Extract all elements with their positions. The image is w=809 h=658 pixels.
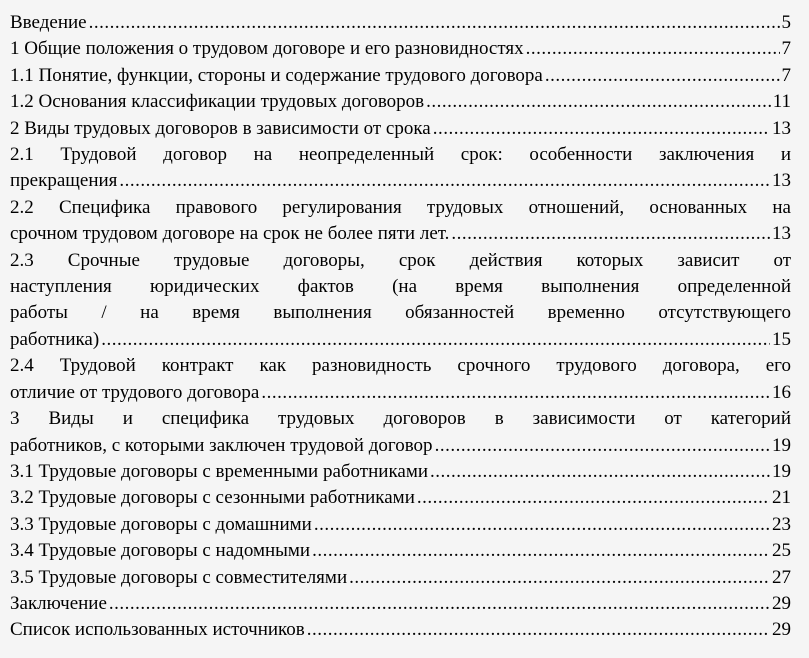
- toc-entry-row: [10, 116, 791, 142]
- toc-entry-row: [10, 565, 791, 591]
- toc-entry[interactable]: [10, 565, 791, 591]
- toc-entry[interactable]: [10, 89, 791, 115]
- toc-entry-title: Введение: [10, 12, 87, 33]
- dot-leader: [426, 89, 771, 115]
- toc-entry[interactable]: [10, 538, 791, 564]
- dot-leader: [435, 433, 770, 459]
- toc-entry[interactable]: [10, 459, 791, 485]
- dot-leader: [451, 221, 770, 247]
- toc-entry-title: Список использованных источников: [10, 619, 305, 641]
- toc-entry-row: [10, 380, 791, 406]
- toc-entry-row: [10, 63, 791, 89]
- toc-entry-title: срочном трудовом договоре на срок не более пяти лет.: [10, 223, 450, 245]
- toc-entry-row: [10, 221, 791, 247]
- toc-entry-line: наступления юридических фактов (на время выполнения определенной: [10, 276, 791, 298]
- toc-entry-row: [10, 591, 791, 617]
- toc-entry-title: 1.1 Понятие, функции, стороны и содержание трудового договора: [10, 64, 543, 86]
- toc-entry-line: работы / на время выполнения обязанностей временно отсутствующего: [10, 302, 791, 324]
- toc-entry-title: 3.4 Трудовые договоры с надомными: [10, 540, 311, 562]
- toc-entry-row: [10, 327, 791, 353]
- toc-entry[interactable]: [10, 591, 791, 617]
- toc-entry[interactable]: [10, 195, 791, 248]
- toc-entry[interactable]: [10, 353, 791, 406]
- toc-entry-row: [10, 459, 791, 485]
- dot-leader: [433, 116, 770, 142]
- dot-leader: [349, 565, 770, 591]
- toc-entry[interactable]: [10, 248, 791, 354]
- toc-entry-row: [10, 36, 791, 62]
- toc-entry-title: работника): [10, 328, 100, 350]
- toc-entry-title: 3.1 Трудовые договоры с временными работниками: [10, 460, 429, 482]
- dot-leader: [545, 63, 780, 89]
- toc-page-number: 13: [772, 170, 791, 192]
- toc-entry-title: 2 Виды трудовых договоров в зависимости от срока: [10, 117, 431, 139]
- toc-entry-title: отличие от трудового договора: [10, 381, 260, 403]
- toc-page-number: 13: [772, 223, 791, 245]
- toc-entry-title: 3.3 Трудовые договоры с домашними: [10, 513, 312, 535]
- toc-entry-title: работников, с которыми заключен трудовой договор: [10, 434, 433, 456]
- toc-page-number: 15: [772, 328, 791, 350]
- dot-leader: [430, 459, 770, 485]
- toc-entry[interactable]: [10, 512, 791, 538]
- toc-entry-row: [10, 433, 791, 459]
- toc-page-number: 16: [772, 381, 791, 403]
- toc-page-number: 13: [772, 117, 791, 139]
- toc-entry[interactable]: [10, 406, 791, 459]
- dot-leader: [261, 380, 770, 406]
- toc-entry-line: 3 Виды и специфика трудовых договоров в зависимости от категорий: [10, 408, 791, 430]
- toc-page-number: 29: [772, 619, 791, 641]
- toc-entry-row: [10, 617, 791, 643]
- toc-entry-title: 3.2 Трудовые договоры с сезонными работниками: [10, 487, 415, 509]
- toc-entry[interactable]: [10, 63, 791, 89]
- toc-page-number: 5: [781, 12, 791, 33]
- toc-entry-row: [10, 89, 791, 115]
- dot-leader: [314, 512, 770, 538]
- toc-entry-line: 2.3 Срочные трудовые договоры, срок действия которых зависит от: [10, 249, 791, 271]
- toc-entry[interactable]: [10, 142, 791, 195]
- dot-leader: [119, 168, 770, 194]
- dot-leader: [417, 485, 770, 511]
- toc-page-number: 21: [772, 487, 791, 509]
- toc-entry[interactable]: [10, 36, 791, 62]
- toc-entry-title: 1 Общие положения о трудовом договоре и его разновидностях: [10, 38, 524, 60]
- toc-page-number: 23: [772, 513, 791, 535]
- toc-entry-row: [10, 168, 791, 194]
- toc-page-number: 7: [781, 38, 791, 60]
- toc-page-number: 29: [772, 592, 791, 614]
- dot-leader: [89, 10, 780, 36]
- toc-entry-row: [10, 538, 791, 564]
- toc-page-number: 19: [772, 460, 791, 482]
- toc-entry-title: Заключение: [10, 592, 107, 614]
- toc-entry-line: 2.4 Трудовой контракт как разновидность срочного трудового договора, его: [10, 355, 791, 377]
- toc-entry-row: [10, 512, 791, 538]
- toc-entry[interactable]: [10, 116, 791, 142]
- dot-leader: [526, 36, 780, 62]
- dot-leader: [109, 591, 770, 617]
- toc-entry-line: 2.2 Специфика правового регулирования трудовых отношений, основанных на: [10, 196, 791, 218]
- toc-page-number: 27: [772, 566, 791, 588]
- dot-leader: [101, 327, 770, 353]
- toc-page-number: 7: [781, 64, 791, 86]
- toc-entry-row: [10, 10, 791, 36]
- toc-entry-row: [10, 485, 791, 511]
- toc-entry-title: 3.5 Трудовые договоры с совместителями: [10, 566, 348, 588]
- toc-entry-title: прекращения: [10, 170, 118, 192]
- toc-entry[interactable]: [10, 617, 791, 643]
- dot-leader: [312, 538, 770, 564]
- toc-page-number: 19: [772, 434, 791, 456]
- toc-entry-line: 2.1 Трудовой договор на неопределенный срок: особенности заключения и: [10, 144, 791, 166]
- toc-page-number: 25: [772, 540, 791, 562]
- toc-page-number: 11: [772, 91, 791, 113]
- toc-entry-title: 1.2 Основания классификации трудовых договоров: [10, 91, 425, 113]
- toc-entry[interactable]: [10, 485, 791, 511]
- toc-entry[interactable]: [10, 10, 791, 36]
- dot-leader: [307, 617, 770, 643]
